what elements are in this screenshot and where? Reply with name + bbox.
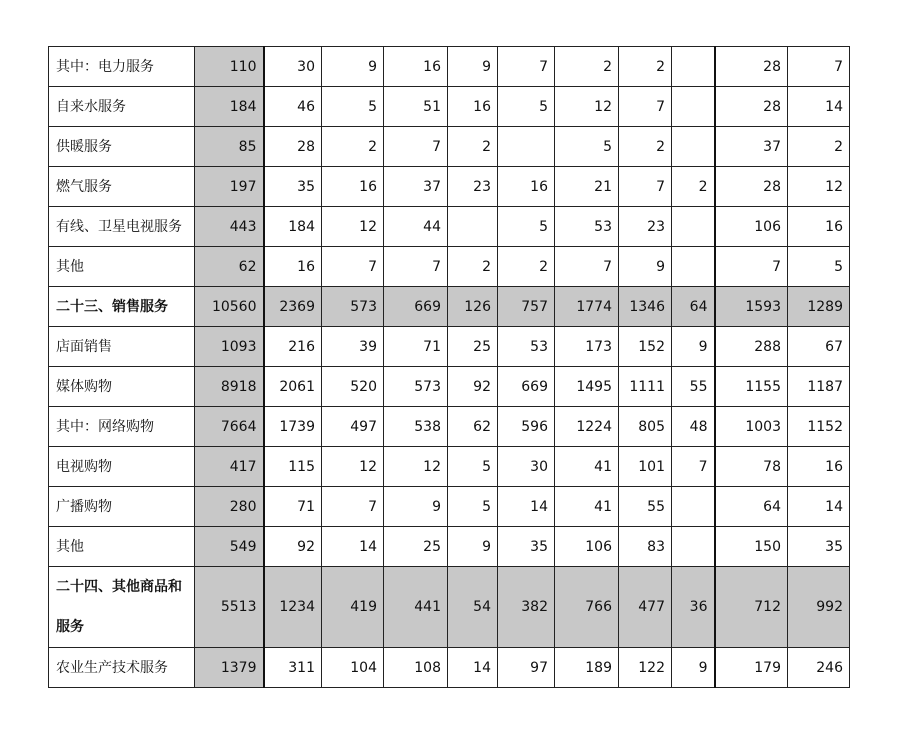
value-cell: 7 xyxy=(384,127,448,167)
value-cell: 9 xyxy=(448,47,498,87)
value-cell: 36 xyxy=(672,567,715,648)
total-cell: 549 xyxy=(195,527,264,567)
total-cell: 280 xyxy=(195,487,264,527)
table-row xyxy=(49,87,850,127)
total-cell: 443 xyxy=(195,207,264,247)
value-cell: 766 xyxy=(555,567,619,648)
value-cell: 7 xyxy=(555,247,619,287)
value-cell: 1111 xyxy=(619,367,672,407)
value-cell: 7 xyxy=(498,47,555,87)
value-cell xyxy=(672,247,715,287)
value-cell: 35 xyxy=(498,527,555,567)
value-cell: 441 xyxy=(384,567,448,648)
value-cell: 992 xyxy=(788,567,850,648)
value-cell: 179 xyxy=(715,648,788,688)
value-cell: 2 xyxy=(555,47,619,87)
table-row xyxy=(49,447,850,487)
value-cell: 7 xyxy=(788,47,850,87)
value-cell: 2061 xyxy=(264,367,322,407)
value-cell: 173 xyxy=(555,327,619,367)
value-cell: 35 xyxy=(264,167,322,207)
value-cell: 25 xyxy=(384,527,448,567)
value-cell: 39 xyxy=(322,327,384,367)
value-cell: 53 xyxy=(498,327,555,367)
value-cell: 1346 xyxy=(619,287,672,327)
value-cell: 9 xyxy=(619,247,672,287)
value-cell: 16 xyxy=(788,207,850,247)
value-cell: 92 xyxy=(448,367,498,407)
value-cell: 596 xyxy=(498,407,555,447)
value-cell: 122 xyxy=(619,648,672,688)
total-cell: 110 xyxy=(195,47,264,87)
value-cell: 9 xyxy=(322,47,384,87)
row-label: 媒体购物 xyxy=(49,367,195,407)
value-cell: 37 xyxy=(715,127,788,167)
value-cell: 16 xyxy=(384,47,448,87)
value-cell xyxy=(672,487,715,527)
value-cell: 7 xyxy=(322,247,384,287)
value-cell: 83 xyxy=(619,527,672,567)
table-row xyxy=(49,327,850,367)
value-cell: 382 xyxy=(498,567,555,648)
value-cell: 71 xyxy=(384,327,448,367)
value-cell: 2 xyxy=(672,167,715,207)
value-cell: 41 xyxy=(555,447,619,487)
value-cell: 51 xyxy=(384,87,448,127)
value-cell: 35 xyxy=(788,527,850,567)
value-cell: 7 xyxy=(619,87,672,127)
value-cell: 14 xyxy=(788,87,850,127)
table-row xyxy=(49,207,850,247)
total-cell: 197 xyxy=(195,167,264,207)
value-cell: 2 xyxy=(448,127,498,167)
value-cell: 30 xyxy=(498,447,555,487)
value-cell: 46 xyxy=(264,87,322,127)
value-cell: 14 xyxy=(788,487,850,527)
row-label: 自来水服务 xyxy=(49,87,195,127)
value-cell: 16 xyxy=(788,447,850,487)
value-cell: 64 xyxy=(672,287,715,327)
value-cell: 757 xyxy=(498,287,555,327)
value-cell: 419 xyxy=(322,567,384,648)
value-cell: 1739 xyxy=(264,407,322,447)
row-label: 电视购物 xyxy=(49,447,195,487)
value-cell: 44 xyxy=(384,207,448,247)
value-cell: 16 xyxy=(498,167,555,207)
row-label: 其中：网络购物 xyxy=(49,407,195,447)
value-cell: 5 xyxy=(788,247,850,287)
value-cell: 1495 xyxy=(555,367,619,407)
value-cell: 78 xyxy=(715,447,788,487)
value-cell: 5 xyxy=(448,447,498,487)
total-cell: 184 xyxy=(195,87,264,127)
value-cell: 106 xyxy=(715,207,788,247)
section-label: 二十四、其他商品和服务 xyxy=(49,567,195,648)
value-cell: 7 xyxy=(619,167,672,207)
total-cell: 1093 xyxy=(195,327,264,367)
value-cell: 1224 xyxy=(555,407,619,447)
row-label: 其他 xyxy=(49,247,195,287)
value-cell: 37 xyxy=(384,167,448,207)
row-label: 广播购物 xyxy=(49,487,195,527)
value-cell xyxy=(448,207,498,247)
value-cell: 5 xyxy=(498,87,555,127)
value-cell: 55 xyxy=(619,487,672,527)
value-cell: 189 xyxy=(555,648,619,688)
value-cell xyxy=(672,207,715,247)
value-cell: 9 xyxy=(384,487,448,527)
value-cell: 12 xyxy=(322,207,384,247)
value-cell: 288 xyxy=(715,327,788,367)
total-cell: 417 xyxy=(195,447,264,487)
value-cell: 1187 xyxy=(788,367,850,407)
value-cell: 1234 xyxy=(264,567,322,648)
value-cell: 477 xyxy=(619,567,672,648)
value-cell: 16 xyxy=(264,247,322,287)
value-cell xyxy=(498,127,555,167)
value-cell: 311 xyxy=(264,648,322,688)
table-row xyxy=(49,127,850,167)
value-cell: 104 xyxy=(322,648,384,688)
value-cell: 5 xyxy=(498,207,555,247)
value-cell: 62 xyxy=(448,407,498,447)
value-cell: 497 xyxy=(322,407,384,447)
total-cell: 85 xyxy=(195,127,264,167)
value-cell: 28 xyxy=(264,127,322,167)
value-cell: 2 xyxy=(322,127,384,167)
value-cell: 5 xyxy=(555,127,619,167)
value-cell xyxy=(672,127,715,167)
value-cell: 805 xyxy=(619,407,672,447)
row-label: 有线、卫星电视服务 xyxy=(49,207,195,247)
total-cell: 7664 xyxy=(195,407,264,447)
value-cell: 67 xyxy=(788,327,850,367)
table-row xyxy=(49,247,850,287)
value-cell: 12 xyxy=(384,447,448,487)
value-cell: 21 xyxy=(555,167,619,207)
value-cell: 184 xyxy=(264,207,322,247)
value-cell: 106 xyxy=(555,527,619,567)
value-cell: 1152 xyxy=(788,407,850,447)
total-cell: 62 xyxy=(195,247,264,287)
value-cell: 16 xyxy=(322,167,384,207)
row-label: 农业生产技术服务 xyxy=(49,648,195,688)
value-cell: 712 xyxy=(715,567,788,648)
row-label: 其他 xyxy=(49,527,195,567)
value-cell: 2 xyxy=(788,127,850,167)
value-cell: 2369 xyxy=(264,287,322,327)
value-cell: 9 xyxy=(672,327,715,367)
value-cell: 2 xyxy=(498,247,555,287)
value-cell: 92 xyxy=(264,527,322,567)
row-label: 其中：电力服务 xyxy=(49,47,195,87)
table-row xyxy=(49,47,850,87)
value-cell: 216 xyxy=(264,327,322,367)
value-cell: 5 xyxy=(322,87,384,127)
value-cell: 115 xyxy=(264,447,322,487)
value-cell: 520 xyxy=(322,367,384,407)
total-cell: 10560 xyxy=(195,287,264,327)
table-row xyxy=(49,407,850,447)
value-cell: 71 xyxy=(264,487,322,527)
section-row xyxy=(49,287,850,327)
value-cell: 126 xyxy=(448,287,498,327)
value-cell xyxy=(672,47,715,87)
table-row xyxy=(49,367,850,407)
value-cell: 14 xyxy=(448,648,498,688)
value-cell: 7 xyxy=(672,447,715,487)
value-cell: 669 xyxy=(384,287,448,327)
table-row xyxy=(49,487,850,527)
value-cell: 573 xyxy=(322,287,384,327)
value-cell: 1774 xyxy=(555,287,619,327)
value-cell: 64 xyxy=(715,487,788,527)
value-cell: 9 xyxy=(672,648,715,688)
value-cell: 12 xyxy=(555,87,619,127)
value-cell: 16 xyxy=(448,87,498,127)
value-cell: 53 xyxy=(555,207,619,247)
row-label: 燃气服务 xyxy=(49,167,195,207)
value-cell: 538 xyxy=(384,407,448,447)
value-cell: 669 xyxy=(498,367,555,407)
row-label: 店面销售 xyxy=(49,327,195,367)
value-cell: 9 xyxy=(448,527,498,567)
table-row xyxy=(49,167,850,207)
value-cell: 101 xyxy=(619,447,672,487)
value-cell: 152 xyxy=(619,327,672,367)
value-cell: 14 xyxy=(498,487,555,527)
value-cell: 1003 xyxy=(715,407,788,447)
row-label: 供暖服务 xyxy=(49,127,195,167)
value-cell: 23 xyxy=(619,207,672,247)
total-cell: 1379 xyxy=(195,648,264,688)
table-row xyxy=(49,527,850,567)
value-cell: 12 xyxy=(322,447,384,487)
value-cell: 573 xyxy=(384,367,448,407)
value-cell: 54 xyxy=(448,567,498,648)
value-cell: 30 xyxy=(264,47,322,87)
value-cell: 2 xyxy=(619,47,672,87)
section-label: 二十三、销售服务 xyxy=(49,287,195,327)
section-row xyxy=(49,567,850,648)
value-cell: 246 xyxy=(788,648,850,688)
value-cell: 7 xyxy=(322,487,384,527)
table-body xyxy=(49,47,850,688)
value-cell: 14 xyxy=(322,527,384,567)
value-cell: 55 xyxy=(672,367,715,407)
value-cell: 28 xyxy=(715,167,788,207)
value-cell xyxy=(672,527,715,567)
value-cell: 108 xyxy=(384,648,448,688)
value-cell: 48 xyxy=(672,407,715,447)
value-cell: 5 xyxy=(448,487,498,527)
value-cell: 28 xyxy=(715,87,788,127)
value-cell: 7 xyxy=(384,247,448,287)
value-cell: 1155 xyxy=(715,367,788,407)
value-cell: 25 xyxy=(448,327,498,367)
value-cell: 2 xyxy=(448,247,498,287)
total-cell: 5513 xyxy=(195,567,264,648)
value-cell: 97 xyxy=(498,648,555,688)
value-cell: 12 xyxy=(788,167,850,207)
value-cell: 2 xyxy=(619,127,672,167)
value-cell: 41 xyxy=(555,487,619,527)
value-cell: 1289 xyxy=(788,287,850,327)
value-cell: 1593 xyxy=(715,287,788,327)
value-cell: 28 xyxy=(715,47,788,87)
total-cell: 8918 xyxy=(195,367,264,407)
value-cell: 150 xyxy=(715,527,788,567)
table-row xyxy=(49,648,850,688)
value-cell: 7 xyxy=(715,247,788,287)
statistics-table xyxy=(48,46,850,688)
value-cell xyxy=(672,87,715,127)
value-cell: 23 xyxy=(448,167,498,207)
